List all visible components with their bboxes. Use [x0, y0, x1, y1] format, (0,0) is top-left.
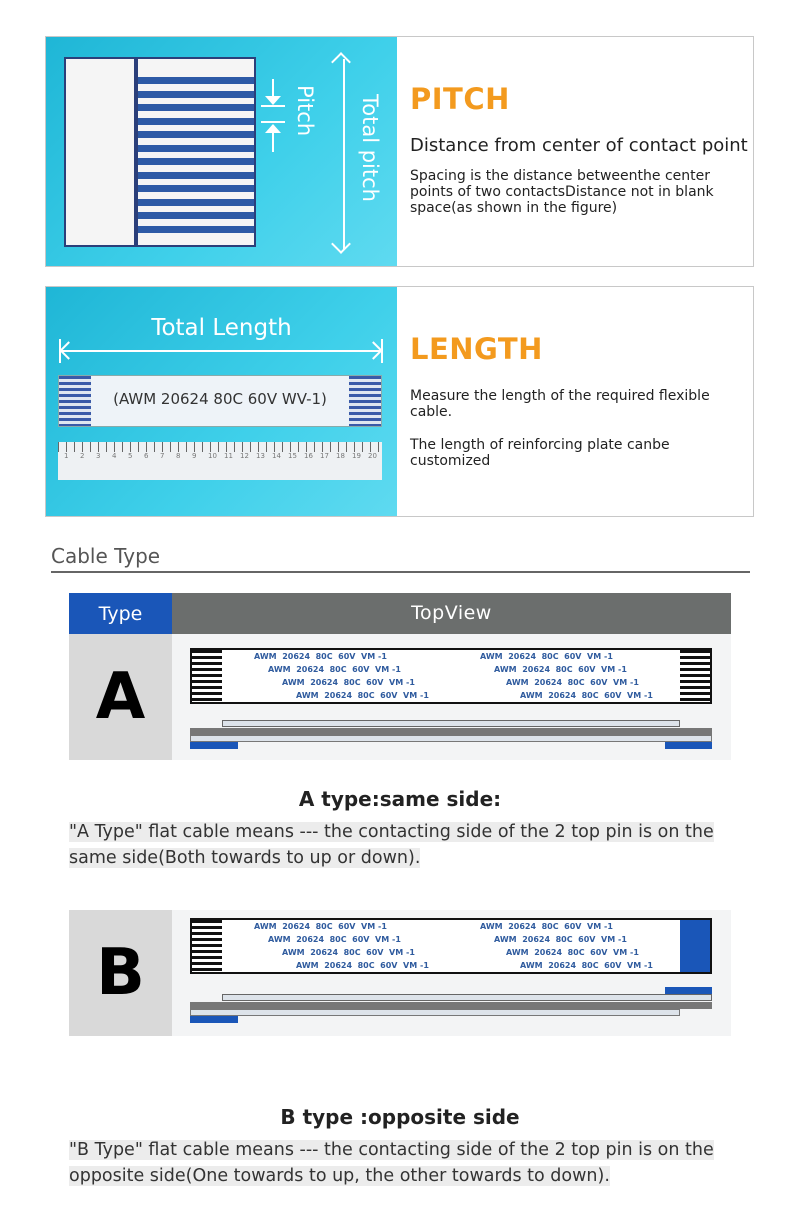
- cable-b-contact-left: [190, 1016, 238, 1023]
- ruler-number: 2: [80, 452, 85, 460]
- contact-bar: [138, 226, 254, 233]
- ruler-number: 4: [112, 452, 117, 460]
- ruler-number: 6: [144, 452, 149, 460]
- ruler-number: 8: [176, 452, 181, 460]
- cable-print-line: AWM 20624 80C 60V VM -1: [296, 691, 429, 700]
- length-panel: [45, 286, 754, 517]
- ruler-number: 10: [208, 452, 217, 460]
- type-b-view: [172, 910, 731, 1036]
- pitch-label: Pitch: [293, 85, 317, 137]
- ruler-number: 11: [224, 452, 233, 460]
- total-pitch-arrowhead-down: [331, 234, 351, 254]
- cable-b-stiffener: [222, 994, 712, 1001]
- section-divider: [51, 571, 750, 573]
- ruler-number: 20: [368, 452, 377, 460]
- ruler-number: 1: [64, 452, 69, 460]
- ruler-number: 7: [160, 452, 165, 460]
- type-a-description: [69, 819, 739, 871]
- ruler-number: 13: [256, 452, 265, 460]
- pitch-diagram: [46, 37, 397, 266]
- total-pitch-label: Total pitch: [358, 94, 382, 202]
- ruler-number: 17: [320, 452, 329, 460]
- length-tick-left: [59, 339, 61, 363]
- ruler-ticks: [58, 442, 382, 452]
- pitch-tick-top: [261, 105, 285, 107]
- type-b-cell: [69, 910, 172, 1036]
- arrowhead-left: [59, 341, 77, 359]
- ruler-numbers: [58, 452, 382, 464]
- contact-bar: [138, 118, 254, 125]
- ruler-number: 15: [288, 452, 297, 460]
- cable-print-line: AWM 20624 80C 60V VM -1: [520, 691, 653, 700]
- cable-print-line: AWM 20624 80C 60V VM -1: [268, 665, 401, 674]
- cable-print-line: AWM 20624 80C 60V VM -1: [480, 652, 613, 661]
- ruler-number: 19: [352, 452, 361, 460]
- cable-print-label: (AWM 20624 80C 60V WV-1): [113, 390, 327, 408]
- contact-bar: [138, 172, 254, 179]
- cable-a-pins-left: [192, 650, 222, 702]
- length-diagram: [46, 287, 397, 516]
- cable-print-line: AWM 20624 80C 60V VM -1: [282, 948, 415, 957]
- length-customization-note: The length of reinforcing plate canbe customized: [410, 437, 670, 469]
- cable-print-line: AWM 20624 80C 60V VM -1: [268, 935, 401, 944]
- cable-body: [64, 57, 136, 247]
- type-a-letter: A: [95, 660, 146, 734]
- ruler: [58, 442, 382, 480]
- table-header-topview: [172, 593, 731, 634]
- contact-bar: [138, 199, 254, 206]
- type-b-caption: B type :opposite side: [280, 1105, 520, 1129]
- cable-print-line: AWM 20624 80C 60V VM -1: [282, 678, 415, 687]
- total-length-label: Total Length: [151, 315, 292, 341]
- type-a-caption: A type:same side:: [298, 787, 502, 811]
- cable-print-line: AWM 20624 80C 60V VM -1: [254, 922, 387, 931]
- total-length-arrow: [60, 350, 382, 352]
- cable-print-line: AWM 20624 80C 60V VM -1: [296, 961, 429, 970]
- cable-b-film: [190, 1002, 712, 1009]
- cable-print-line: AWM 20624 80C 60V VM -1: [494, 665, 627, 674]
- ruler-number: 16: [304, 452, 313, 460]
- cable-print-line: AWM 20624 80C 60V VM -1: [480, 922, 613, 931]
- total-pitch-arrow: [343, 59, 345, 249]
- cable-a-contact-right: [665, 742, 712, 749]
- type-a-cell: [69, 634, 172, 760]
- contact-bar: [138, 77, 254, 84]
- cable-b-topview: [190, 918, 712, 974]
- header-topview-label: TopView: [411, 602, 492, 624]
- cable-print-line: AWM 20624 80C 60V VM -1: [506, 948, 639, 957]
- ruler-number: 5: [128, 452, 133, 460]
- type-a-view: [172, 634, 731, 760]
- cable-b-contact-back: [680, 920, 710, 972]
- section-title: Cable Type: [51, 544, 161, 568]
- arrowhead-right: [364, 341, 382, 359]
- cable-a-conductor-layer: [190, 735, 712, 742]
- header-type-label: Type: [98, 603, 143, 625]
- cable-print-line: AWM 20624 80C 60V VM -1: [494, 935, 627, 944]
- type-a-description-text: "A Type" flat cable means --- the contacting side of the 2 top pin is on the same side(Both towards to up or down).: [69, 822, 714, 868]
- cable-b-contact-right: [665, 987, 712, 994]
- contact-bar: [138, 185, 254, 192]
- contact-bar: [138, 104, 254, 111]
- pitch-arrowhead-down: [265, 96, 281, 105]
- contact-bar: [138, 212, 254, 219]
- pitch-subtitle: Distance from center of contact point: [410, 135, 748, 156]
- type-b-description: [69, 1137, 739, 1189]
- pitch-panel: [45, 36, 754, 267]
- contact-bar: [138, 91, 254, 98]
- cable-a-contact-left: [190, 742, 238, 749]
- pitch-title: PITCH: [410, 82, 510, 116]
- flex-cable: [58, 375, 382, 427]
- contact-bar: [138, 131, 254, 138]
- cable-print-line: AWM 20624 80C 60V VM -1: [506, 678, 639, 687]
- ruler-number: 12: [240, 452, 249, 460]
- cable-print-line: AWM 20624 80C 60V VM -1: [520, 961, 653, 970]
- contact-strip: [136, 57, 256, 247]
- contact-bar: [138, 145, 254, 152]
- pitch-tick-bottom: [261, 121, 285, 123]
- table-header-type: [69, 593, 172, 634]
- cable-a-pins-right: [680, 650, 710, 702]
- ruler-number: 3: [96, 452, 101, 460]
- ruler-number: 18: [336, 452, 345, 460]
- cable-a-topview: [190, 648, 712, 704]
- length-description: Measure the length of the required flexible cable.: [410, 388, 710, 420]
- type-b-description-text: "B Type" flat cable means --- the contacting side of the 2 top pin is on the opposite side(One towards to up, the other towards to down).: [69, 1140, 714, 1186]
- cable-b-pins-left: [192, 920, 222, 972]
- ruler-number: 9: [192, 452, 197, 460]
- ruler-number: 14: [272, 452, 281, 460]
- cable-a-film: [190, 728, 712, 735]
- cable-b-conductor-layer: [190, 1009, 680, 1016]
- cable-a-stiffener: [222, 720, 680, 727]
- type-b-letter: B: [96, 936, 145, 1010]
- contact-bar: [138, 158, 254, 165]
- pitch-arrow-bottom: [272, 132, 274, 152]
- pitch-description: Spacing is the distance betweenthe center points of two contactsDistance not in blank space(as shown in the figure): [410, 168, 714, 216]
- length-tick-right: [381, 339, 383, 363]
- length-title: LENGTH: [410, 332, 543, 366]
- cable-print-line: AWM 20624 80C 60V VM -1: [254, 652, 387, 661]
